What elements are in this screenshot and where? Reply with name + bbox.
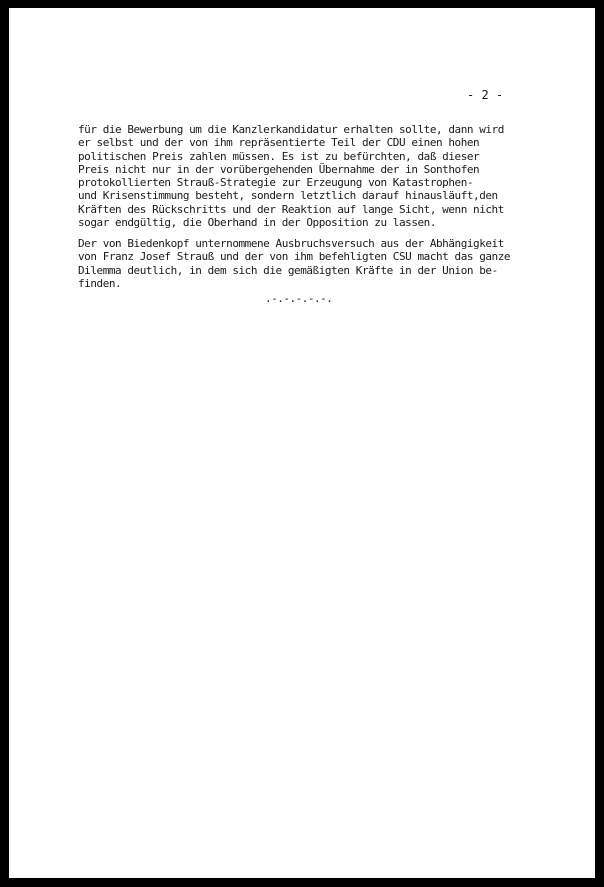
paper-sheet: [9, 8, 595, 878]
paragraph-1: [78, 123, 504, 229]
paragraph-2: [78, 237, 510, 290]
text-line: und Krisenstimmung besteht, sondern letztlich darauf hinausläuft,den: [78, 189, 498, 203]
text-line: Kräften des Rückschritts und der Reaktion auf lange Sicht, wenn nicht: [78, 202, 504, 216]
text-line: Dilemma deutlich, in dem sich die gemäßigten Kräfte in der Union be-: [78, 263, 498, 277]
end-mark: .-.-.-.-.-.: [265, 292, 333, 305]
text-line: finden.: [78, 276, 122, 290]
text-line: von Franz Josef Strauß und der von ihm befehligten CSU macht das ganze: [78, 250, 511, 264]
text-line: Der von Biedenkopf unternommene Ausbruchsversuch aus der Abhängigkeit: [78, 237, 504, 250]
page-number: - 2 -: [467, 88, 504, 102]
text-line: Preis nicht nur in der vorübergehenden Übernahme der in Sonthofen: [78, 162, 480, 176]
text-line: für die Bewerbung um die Kanzlerkandidatur erhalten sollte, dann wird: [78, 123, 504, 136]
text-line: protokollierten Strauß-Strategie zur Erzeugung von Katastrophen-: [78, 176, 474, 190]
text-line: er selbst und der von ihm repräsentierte Teil der CDU einen hohen: [78, 136, 480, 150]
text-line: sogar endgültig, die Oberhand in der Opposition zu lassen.: [78, 216, 437, 230]
text-line: politischen Preis zahlen müssen. Es ist zu befürchten, daß dieser: [78, 149, 480, 163]
